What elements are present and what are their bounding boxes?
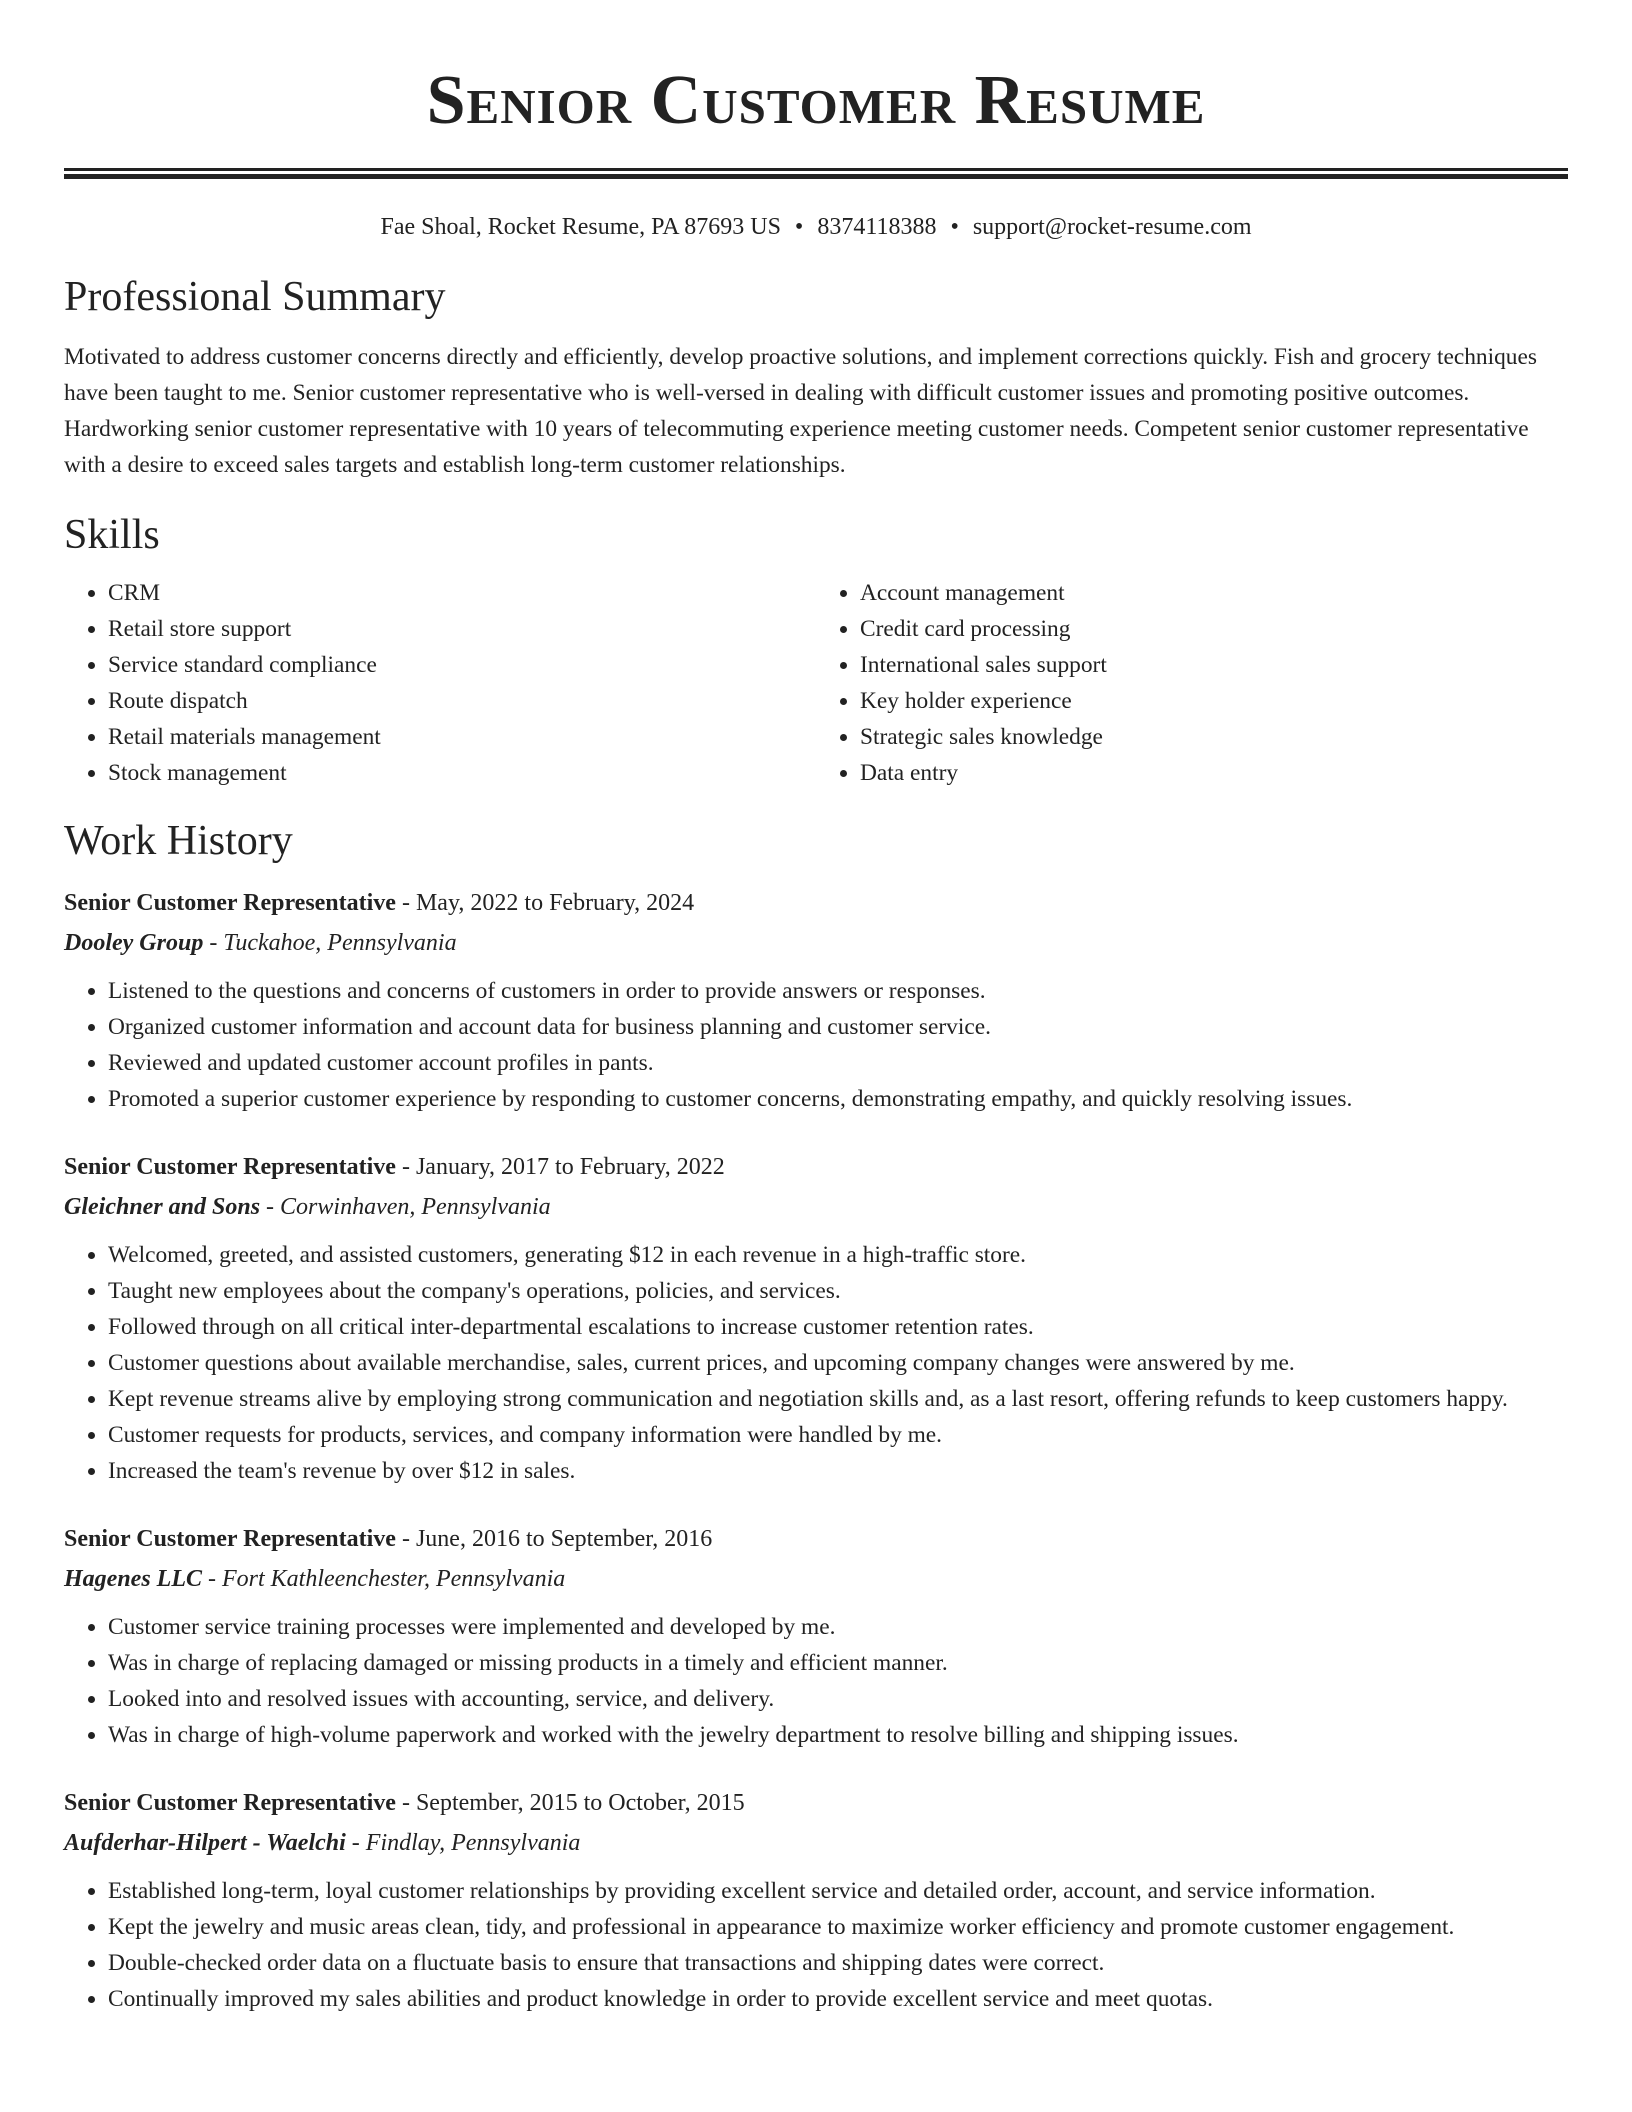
skills-right-list	[816, 575, 1568, 791]
job-header	[64, 1783, 1568, 1823]
skill-item: • CRM	[108, 575, 816, 611]
job-bullet: • Established long-term, loyal customer relationships by providing excellent service and detailed order, account, and service information.	[108, 1873, 1568, 1909]
contact-email: support@rocket-resume.com	[972, 214, 1252, 240]
job-bullet: • Was in charge of high-volume paperwork and worked with the jewelry department to resolve billing and shipping issues.	[108, 1717, 1568, 1753]
job-entry	[64, 1519, 1568, 1753]
job-header	[64, 883, 1568, 923]
job-dates: - September, 2015 to October, 2015	[395, 1790, 745, 1816]
job-company: Dooley Group	[64, 930, 204, 956]
job-bullets	[64, 1609, 1568, 1753]
job-bullet: • Was in charge of replacing damaged or missing products in a timely and efficient manner.	[108, 1645, 1568, 1681]
skill-item: • Strategic sales knowledge	[860, 719, 1568, 755]
skill-item: • Account management	[860, 575, 1568, 611]
job-role: Senior Customer Representative	[64, 890, 396, 916]
job-entry	[64, 883, 1568, 1117]
job-location: - Fort Kathleenchester, Pennsylvania	[202, 1566, 566, 1592]
job-bullet: • Double-checked order data on a fluctuate basis to ensure that transactions and shipping dates were correct.	[108, 1945, 1568, 1981]
skill-item: • Retail store support	[108, 611, 816, 647]
job-company: Aufderhar-Hilpert - Waelchi	[64, 1830, 346, 1856]
contact-line	[64, 209, 1568, 245]
job-role: Senior Customer Representative	[64, 1154, 396, 1180]
job-role: Senior Customer Representative	[64, 1790, 396, 1816]
skill-item: • Route dispatch	[108, 683, 816, 719]
resume-title: Senior Customer Resume	[426, 62, 1206, 139]
job-company-line	[64, 1559, 1568, 1599]
job-location: - Tuckahoe, Pennsylvania	[203, 930, 457, 956]
job-header	[64, 1147, 1568, 1187]
skill-item: • Credit card processing	[860, 611, 1568, 647]
job-role: Senior Customer Representative	[64, 1526, 396, 1552]
skill-item: • Retail materials management	[108, 719, 816, 755]
skills-heading: Skills	[64, 512, 160, 558]
job-entry	[64, 1147, 1568, 1489]
job-bullet: • Customer requests for products, services, and company information were handled by me.	[108, 1417, 1568, 1453]
title-double-rule	[64, 168, 1568, 179]
work-history-heading: Work History	[64, 818, 293, 864]
job-dates: - May, 2022 to February, 2024	[395, 890, 695, 916]
job-bullet: • Kept the jewelry and music areas clean, tidy, and professional in appearance to maximize worker efficiency and promote customer engagement.	[108, 1909, 1568, 1945]
job-bullets	[64, 1873, 1568, 2017]
job-header	[64, 1519, 1568, 1559]
job-company: Hagenes LLC	[64, 1566, 202, 1592]
summary-text: Motivated to address customer concerns directly and efficiently, develop proactive solutions, and implement corrections quickly. Fish and grocery techniques have been taught to me. Senior customer representative who is well-versed in dealing with difficult customer issues and promoting positive outcomes. Hardworking senior customer representative with 10 years of telecommuting experience meeting customer needs. Competent senior customer representative with a desire to exceed sales targets and establish long-term customer relationships.	[64, 344, 1537, 478]
contact-separator: •	[950, 214, 959, 240]
job-bullet: • Customer questions about available merchandise, sales, current prices, and upcoming company changes were answered by me.	[108, 1345, 1568, 1381]
skill-item: • Service standard compliance	[108, 647, 816, 683]
job-bullet: • Kept revenue streams alive by employing strong communication and negotiation skills and, as a last resort, offering refunds to keep customers happy.	[108, 1381, 1568, 1417]
job-bullets	[64, 1237, 1568, 1489]
job-location: - Findlay, Pennsylvania	[345, 1830, 581, 1856]
job-bullet: • Reviewed and updated customer account profiles in pants.	[108, 1045, 1568, 1081]
job-company-line	[64, 1187, 1568, 1227]
job-dates: - June, 2016 to September, 2016	[395, 1526, 713, 1552]
job-bullet: • Organized customer information and account data for business planning and customer service.	[108, 1009, 1568, 1045]
job-company: Gleichner and Sons	[64, 1194, 261, 1220]
summary-heading: Professional Summary	[64, 274, 446, 320]
skill-item: • Data entry	[860, 755, 1568, 791]
job-bullet: • Promoted a superior customer experience by responding to customer concerns, demonstrating empathy, and quickly resolving issues.	[108, 1081, 1568, 1117]
job-bullet: • Listened to the questions and concerns of customers in order to provide answers or responses.	[108, 973, 1568, 1009]
job-bullet: • Customer service training processes were implemented and developed by me.	[108, 1609, 1568, 1645]
skill-item: • International sales support	[860, 647, 1568, 683]
job-dates: - January, 2017 to February, 2022	[395, 1154, 725, 1180]
job-company-line	[64, 1823, 1568, 1863]
skills-columns	[64, 575, 1568, 791]
job-location: - Corwinhaven, Pennsylvania	[260, 1194, 551, 1220]
skill-item: • Stock management	[108, 755, 816, 791]
job-bullet: • Continually improved my sales abilities and product knowledge in order to provide excellent service and meet quotas.	[108, 1981, 1568, 2017]
job-bullets	[64, 973, 1568, 1117]
job-bullet: • Welcomed, greeted, and assisted customers, generating $12 in each revenue in a high-traffic store.	[108, 1237, 1568, 1273]
skill-item: • Key holder experience	[860, 683, 1568, 719]
job-bullet: • Taught new employees about the company's operations, policies, and services.	[108, 1273, 1568, 1309]
job-bullet: • Increased the team's revenue by over $12 in sales.	[108, 1453, 1568, 1489]
skills-left-list	[64, 575, 816, 791]
job-bullet: • Followed through on all critical inter-departmental escalations to increase customer retention rates.	[108, 1309, 1568, 1345]
job-entry	[64, 1783, 1568, 2017]
job-bullet: • Looked into and resolved issues with accounting, service, and delivery.	[108, 1681, 1568, 1717]
contact-address: Fae Shoal, Rocket Resume, PA 87693 US	[380, 214, 781, 240]
job-company-line	[64, 923, 1568, 963]
contact-phone: 8374118388	[817, 214, 937, 240]
contact-separator: •	[794, 214, 804, 240]
